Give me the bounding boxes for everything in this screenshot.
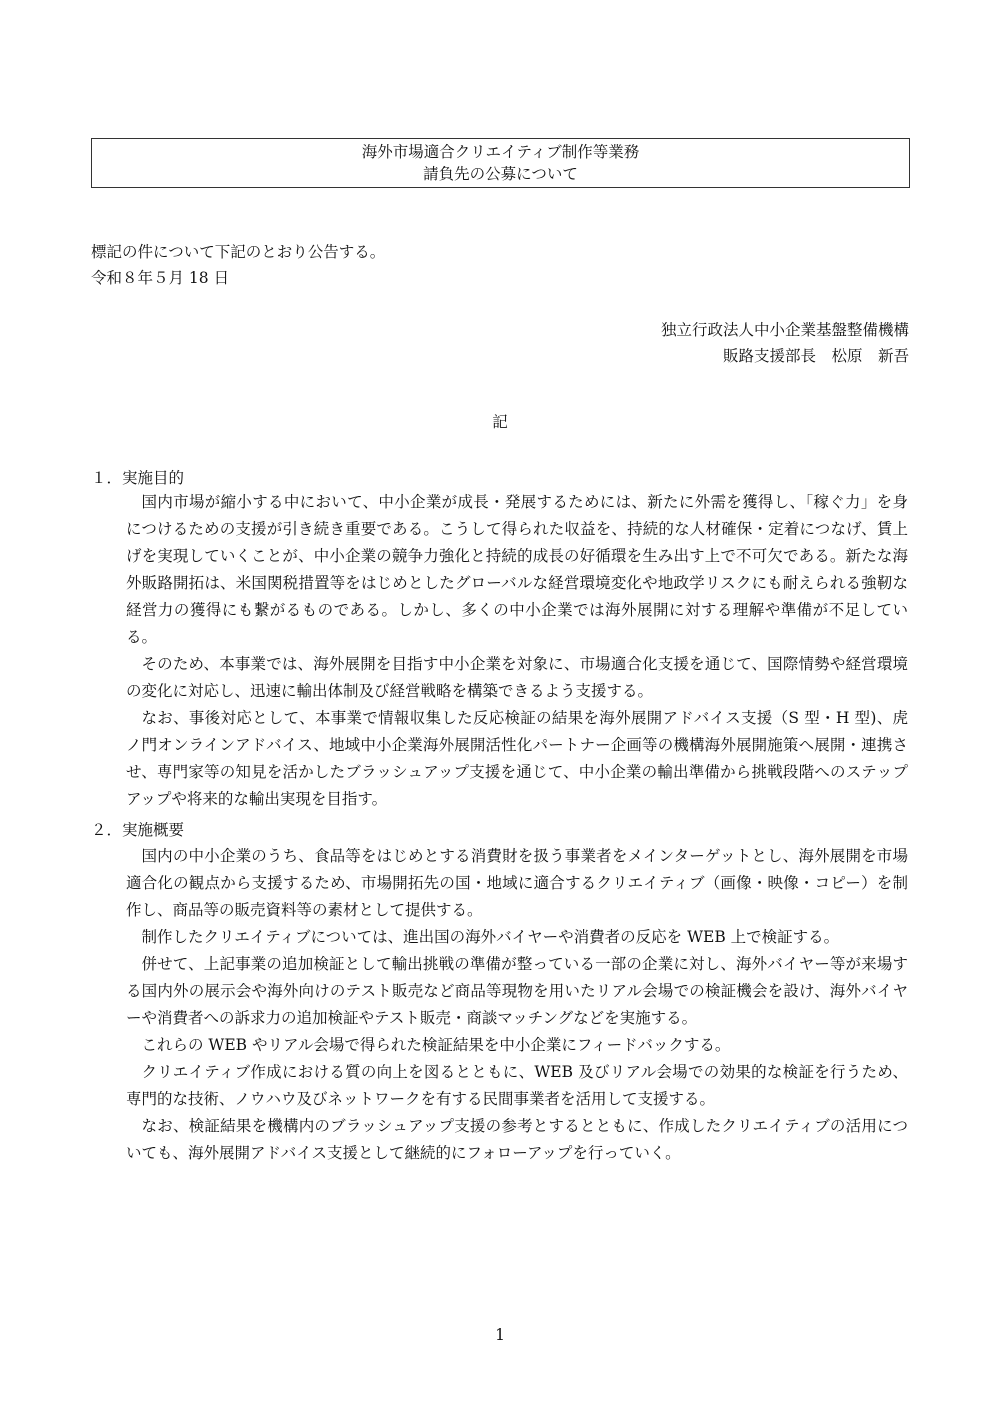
section-1-body [126,489,908,813]
section-2-body [126,843,908,1167]
title-line-1: 海外市場適合クリエイティブ制作等業務 [361,143,640,161]
issuer-person: 販路支援部長 松原 新吾 [722,347,909,365]
section-1-paragraph-1: 国内市場が縮小する中において、中小企業が成長・発展するためには、新たに外需を獲得し、「稼ぐ力」を身につけるための支援が引き続き重要である。こうして得られた収益を、持続的な人材確保・定着につなげ、賃上げを実現していくことが、中小企業の競争力強化と持続的成長の好循環を生み出す上で不可欠である。新たな海外販路開拓は、米国関税措置等をはじめとしたグローバルな経営環境変化や地政学リスクにも耐えられる強靭な経営力の獲得にも繋がるものである。しかし、多くの中小企業では海外展開に対する理解や準備が不足している。 [126,493,908,646]
section-2-paragraph-6: なお、検証結果を機構内のブラッシュアップ支援の参考とするとともに、作成したクリエイティブの活用についても、海外展開アドバイス支援として継続的にフォローアップを行っていく。 [126,1117,908,1162]
section-1-heading: １．実施目的 [91,469,185,487]
notice-date: 令和８年５月 18 日 [91,269,230,287]
issuer-organization: 独立行政法人中小企業基盤整備機構 [660,321,909,339]
ki-mark: 記 [492,413,508,431]
section-1-paragraph-3: なお、事後対応として、本事業で情報収集した反応検証の結果を海外展開アドバイス支援（S 型・H 型)、虎ノ門オンラインアドバイス、地域中小企業海外展開活性化パートナー企画等の機構海外展開施策へ展開・連携させ、専門家等の知見を活かしたブラッシュアップ支援を通じて、中小企業の輸出準備から挑戦段階へのステップアップや将来的な輸出実現を目指す。 [126,709,908,808]
section-2-paragraph-2: 制作したクリエイティブについては、進出国の海外バイヤーや消費者の反応を WEB 上で検証する。 [141,928,840,946]
title-line-2: 請負先の公募について [423,165,578,183]
section-1-paragraph-2: そのため、本事業では、海外展開を目指す中小企業を対象に、市場適合化支援を通じて、国際情勢や経営環境の変化に対応し、迅速に輸出体制及び経営戦略を構築できるよう支援する。 [126,655,908,700]
section-2-paragraph-5: クリエイティブ作成における質の向上を図るとともに、WEB 及びリアル会場での効果的な検証を行うため、専門的な技術、ノウハウ及びネットワークを有する民間事業者を活用して支援する。 [126,1063,908,1108]
title-box [91,138,910,188]
intro-text: 標記の件について下記のとおり公告する。 [91,243,386,261]
page-number: 1 [495,1326,505,1344]
section-2-heading: ２．実施概要 [91,821,185,839]
section-2-paragraph-1: 国内の中小企業のうち、食品等をはじめとする消費財を扱う事業者をメインターゲットとし、海外展開を市場適合化の観点から支援するため、市場開拓先の国・地域に適合するクリエイティブ（画像・映像・コピー）を制作し、商品等の販売資料等の素材として提供する。 [126,847,908,919]
section-2-paragraph-4: これらの WEB やリアル会場で得られた検証結果を中小企業にフィードバックする。 [141,1036,731,1054]
section-2-paragraph-3: 併せて、上記事業の追加検証として輸出挑戦の準備が整っている一部の企業に対し、海外バイヤー等が来場する国内外の展示会や海外向けのテスト販売など商品等現物を用いたリアル会場での検証機会を設け、海外バイヤーや消費者への訴求力の追加検証やテスト販売・商談マッチングなどを実施する。 [126,955,908,1027]
